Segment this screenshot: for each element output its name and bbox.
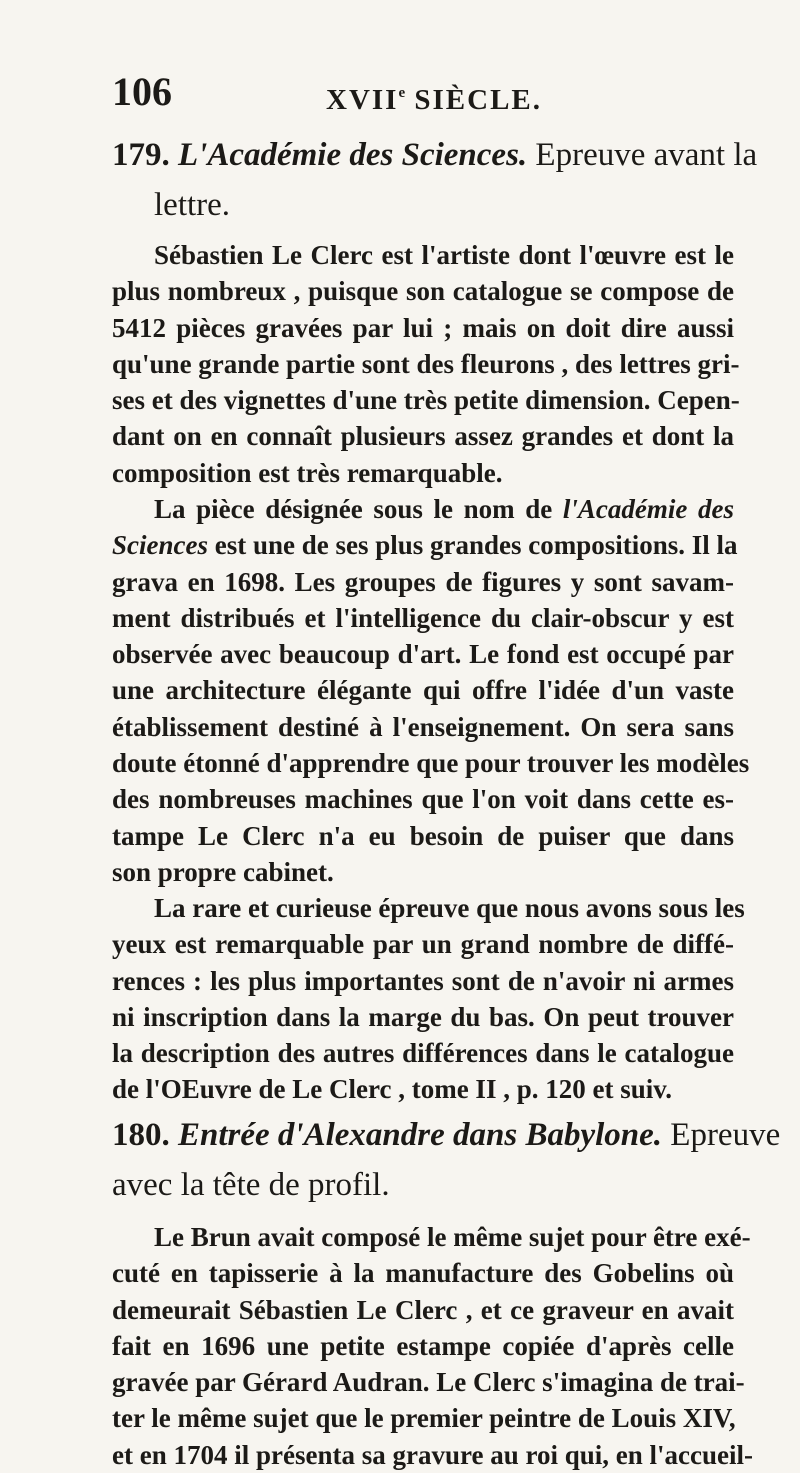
- text-line: yeux est remarquable par un grand nombre de diffé-: [112, 929, 734, 960]
- entry-180-paragraph-1: [112, 1219, 753, 1473]
- text-line: tampe Le Clerc n'a eu besoin de puiser que dans: [112, 820, 734, 851]
- entry-179-number: 179.: [112, 137, 170, 173]
- entry-180-heading-line-1: [112, 1110, 781, 1160]
- entry-180-heading: [112, 1110, 781, 1210]
- entry-179-heading: [112, 130, 758, 230]
- text-line: [112, 527, 738, 563]
- text-line: des nombreuses machines que l'on voit dans cette es-: [112, 784, 734, 815]
- text-line: observée avec beaucoup d'art. Le fond est occupé par: [112, 639, 734, 670]
- entry-179-paragraph-1: [112, 237, 740, 491]
- entry-179-title: L'Académie des Sciences.: [178, 137, 528, 173]
- running-title-superscript: e: [398, 85, 406, 101]
- entry-179-heading-line-1: [112, 130, 758, 180]
- text-line: de l'OEuvre de Le Clerc , tome II , p. 120 et suiv.: [112, 1074, 672, 1105]
- running-title-suffix: SIÈCLE.: [405, 84, 543, 116]
- entry-179-paragraph-2: [112, 491, 750, 890]
- text-line: Sébastien Le Clerc est l'artiste dont l'œuvre est le: [154, 240, 734, 270]
- text-line: La rare et curieuse épreuve que nous avons sous les: [154, 893, 745, 923]
- text-line: ses et des vignettes d'une très petite dimension. Cepen-: [112, 385, 740, 416]
- entry-180-subtitle-1: Epreuve: [670, 1117, 781, 1153]
- page-number: 106: [112, 69, 172, 114]
- text-line: ter le même sujet que le premier peintre de Louis XIV,: [112, 1403, 736, 1434]
- entry-179-subtitle-2: lettre.: [154, 187, 231, 223]
- text-line: son propre cabinet.: [112, 856, 334, 887]
- entry-179-paragraph-3: [112, 890, 745, 1108]
- text-line: établissement destiné à l'enseignement. On sera sans: [112, 711, 734, 742]
- italic-title-run: l'Académie des: [562, 494, 734, 524]
- entry-180-number: 180.: [112, 1117, 170, 1153]
- running-head: [112, 69, 732, 116]
- text-line: dant on en connaît plusieurs assez grandes et dont la: [112, 421, 734, 452]
- text-line: doute étonné d'apprendre que pour trouver les modèles: [112, 748, 750, 779]
- running-title-century: XVII: [326, 84, 399, 116]
- text-line: composition est très remarquable.: [112, 457, 503, 488]
- text-line: Le Brun avait composé le même sujet pour être exé-: [154, 1222, 751, 1252]
- text-line: rences : les plus importantes sont de n'avoir ni armes: [112, 965, 734, 996]
- text-line: [112, 491, 734, 527]
- text-line: ni inscription dans la marge du bas. On peut trouver: [112, 1001, 734, 1032]
- entry-179-subtitle-1: Epreuve avant la: [535, 137, 758, 173]
- text-line: la description des autres différences dans le catalogue: [112, 1038, 734, 1069]
- text-line: fait en 1696 une petite estampe copiée d'après celle: [112, 1330, 734, 1361]
- text-line: une architecture élégante qui offre l'idée d'un vaste: [112, 675, 734, 706]
- text-line: et en 1704 il présenta sa gravure au roi qui, en l'accueil-: [112, 1439, 753, 1470]
- text-line: cuté en tapisserie à la manufacture des Gobelins où: [112, 1258, 734, 1289]
- text-line: plus nombreux , puisque son catalogue se compose de: [112, 276, 734, 307]
- italic-title-run: Sciences: [112, 530, 208, 561]
- text-line: grava en 1698. Les groupes de figures y sont savam-: [112, 566, 734, 597]
- text-line: qu'une grande partie sont des fleurons , des lettres gri-: [112, 348, 740, 379]
- text-line: demeurait Sébastien Le Clerc , et ce graveur en avait: [112, 1294, 734, 1325]
- running-title: [326, 78, 542, 115]
- text-line: 5412 pièces gravées par lui ; mais on doit dire aussi: [112, 312, 734, 343]
- entry-180-title: Entrée d'Alexandre dans Babylone.: [178, 1117, 663, 1153]
- text-line: gravée par Gérard Audran. Le Clerc s'imagina de trai-: [112, 1367, 745, 1398]
- text-run: est une de ses plus grandes compositions. Il la: [207, 530, 738, 561]
- entry-180-subtitle-2: avec la tête de profil.: [112, 1167, 390, 1203]
- text-run: La pièce désignée sous le nom de: [154, 494, 563, 524]
- text-line: ment distribués et l'intelligence du clair-obscur y est: [112, 602, 734, 633]
